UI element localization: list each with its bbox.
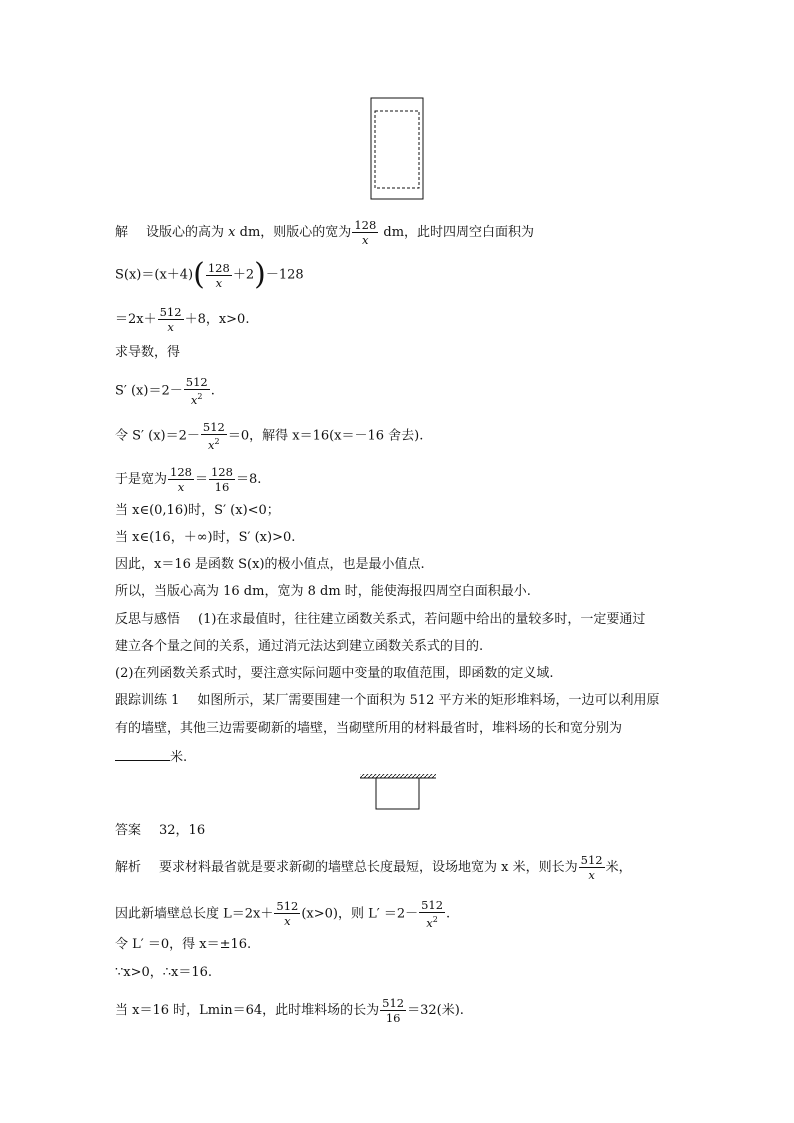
fraction-128-over-x: $\frac{128}{x}$ — [354, 218, 377, 247]
fraction-512-over-x-squared: $\frac{512}{x^2}$ — [202, 420, 225, 452]
width-equation: 于是宽为 $\frac{128}{x}$ ＝ $\frac{128}{16}$ ＝8. — [115, 465, 262, 494]
sign-interval-2: 当 x∈(16，＋∞)时，S′ (x)>0. — [115, 530, 296, 545]
fraction-512-over-x: $\frac{512}{x}$ — [159, 305, 182, 334]
wall-figure — [358, 772, 438, 812]
derivative-zero-equation: 令 S′ (x)＝2－ $\frac{512}{x^2}$ ＝0，解得 x＝16(x＝－16 舍去). — [115, 420, 424, 452]
reflection-line-1: 反思与感悟 (1)在求最值时，往往建立函数关系式，若问题中给出的量较多时，一定要通过 — [115, 612, 646, 627]
yard-rectangle — [376, 778, 419, 809]
exercise-line-2: 有的墙壁，其他三边需要砌新的墙壁，当砌壁所用的材料最省时，堆料场的长和宽分别为 — [115, 721, 623, 736]
fraction-512-over-x: $\frac{512}{x}$ — [580, 853, 603, 882]
answer-line: 答案 32，16 — [115, 823, 206, 838]
reflection-line-2: 建立各个量之间的关系，通过消元法达到建立函数关系式的目的. — [115, 639, 484, 654]
conclusion-min-point: 因此，x＝16 是函数 S(x)的极小值点，也是最小值点. — [115, 557, 425, 572]
answer-blank — [115, 748, 170, 761]
fraction-512-over-x: $\frac{512}{x}$ — [276, 899, 299, 929]
wall-hatch — [360, 774, 436, 778]
exercise-line-1: 跟踪训练 1 如图所示，某厂需要围建一个面积为 512 平方米的矩形堆料场，一边可以利用原 — [115, 693, 660, 708]
fraction-128-over-x: $\frac{128}{x}$ — [170, 465, 192, 494]
analysis-line-1: 解析 要求材料最省就是要求新砌的墙壁总长度最短，设场地宽为 x 米，则长为 $\frac{512}{x}$ 米， — [115, 853, 632, 882]
reflection-line-3: (2)在列函数关系式时，要注意实际问题中变量的取值范围，即函数的定义域. — [115, 666, 554, 681]
fraction-512-over-16: $\frac{512}{16}$ — [382, 996, 405, 1025]
equation-simplified: ＝2x＋ $\frac{512}{x}$ ＋8，x>0. — [115, 305, 250, 334]
analysis-line-3: 令 L′ ＝0，得 x＝±16. — [115, 937, 252, 952]
solution-line-1: 解 设版心的高为 x dm，则版心的宽为 $\frac{128}{x}$ dm，此时四周空白面积为 — [115, 218, 535, 247]
poster-outer-rect — [371, 98, 423, 199]
derivative-equation: S′ (x)＝2－ $\frac{512}{x^2}$ . — [115, 375, 215, 407]
derivative-intro: 求导数，得 — [115, 345, 181, 360]
poster-inner-dashed-rect — [375, 111, 419, 188]
fraction-128-over-16: $\frac{128}{16}$ — [210, 465, 233, 494]
analysis-line-2: 因此新墙壁总长度 L＝2x＋ $\frac{512}{x}$ (x>0)，则 L′ ＝2－ $\frac{512}{x^2}$ . — [115, 898, 451, 930]
sign-interval-1: 当 x∈(0,16)时，S′ (x)<0； — [115, 503, 280, 518]
analysis-line-4: ∵x>0，∴x＝16. — [115, 965, 213, 980]
equation-area: S(x)＝(x＋4)( $\frac{128}{x}$ ＋2)－128 — [115, 257, 304, 292]
conclusion-answer: 所以，当版心高为 16 dm，宽为 8 dm 时，能使海报四周空白面积最小. — [115, 584, 531, 599]
fraction-128-over-x: $\frac{128}{x}$ — [207, 260, 230, 290]
fraction-512-over-x-squared: $\frac{512}{x^2}$ — [421, 898, 444, 930]
fraction-512-over-x-squared: $\frac{512}{x^2}$ — [185, 375, 208, 407]
poster-figure — [368, 96, 426, 202]
analysis-line-5: 当 x＝16 时，Lmin＝64，此时堆料场的长为 $\frac{512}{16}$ ＝32(米). — [115, 996, 464, 1025]
exercise-line-3: 米. — [115, 748, 187, 767]
